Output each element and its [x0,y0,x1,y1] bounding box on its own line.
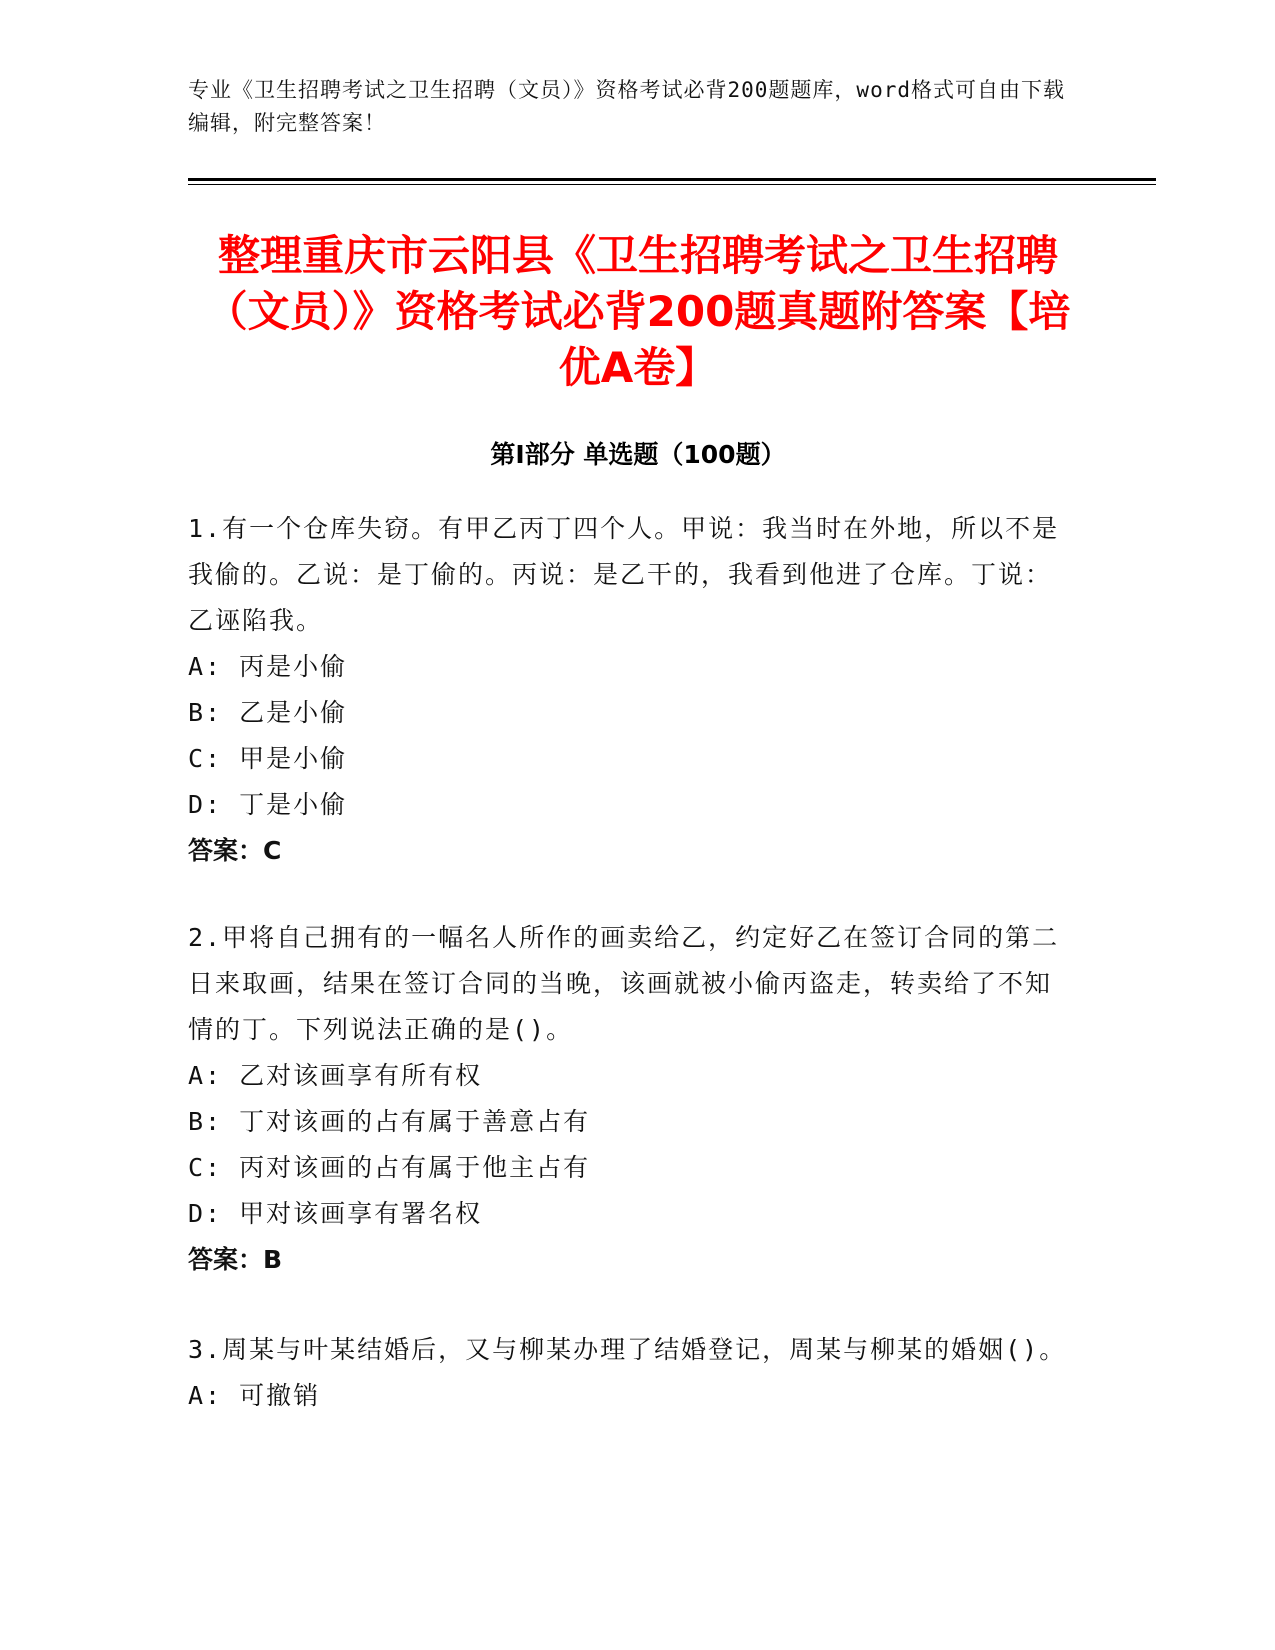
section-heading: 第Ⅰ部分 单选题（100题） [490,440,786,469]
header-divider-thick [188,178,1156,181]
answer-label: 答案：B [188,1245,283,1274]
question-stem: 2.甲将自己拥有的一幅名人所作的画卖给乙，约定好乙在签订合同的第二日来取画，结果在签订合同的当晚，该画就被小偷丙盗走，转卖给了不知情的丁。下列说法正确的是()。 [188,923,1060,1044]
option-d: D: 甲对该画享有署名权 [188,1199,483,1228]
question-stem: 3.周某与叶某结婚后，又与柳某办理了结婚登记，周某与柳某的婚姻()。 [188,1335,1067,1364]
option-d: D: 丁是小偷 [188,790,348,819]
option-a: A: 丙是小偷 [188,652,348,681]
document-title: 整理重庆市云阳县《卫生招聘考试之卫生招聘（文员）》资格考试必背200题真题附答案【培优A卷】 [205,231,1071,392]
option-c: C: 甲是小偷 [188,744,348,773]
question-stem: 1.有一个仓库失窃。有甲乙丙丁四个人。甲说：我当时在外地，所以不是我偷的。乙说：是丁偷的。丙说：是乙干的，我看到他进了仓库。丁说：乙诬陷我。 [188,514,1060,635]
header-divider-thin [188,184,1156,185]
option-b: B: 丁对该画的占有属于善意占有 [188,1107,591,1136]
answer-label: 答案：C [188,836,282,865]
option-b: B: 乙是小偷 [188,698,348,727]
question-1 [188,506,1068,874]
header-note: 专业《卫生招聘考试之卫生招聘（文员）》资格考试必背200题题库，word格式可自由下载编辑，附完整答案！ [188,78,1065,135]
option-a: A: 乙对该画享有所有权 [188,1061,483,1090]
option-c: C: 丙对该画的占有属于他主占有 [188,1153,591,1182]
option-a: A: 可撤销 [188,1381,321,1410]
question-2 [188,915,1068,1283]
question-3 [188,1327,1068,1419]
